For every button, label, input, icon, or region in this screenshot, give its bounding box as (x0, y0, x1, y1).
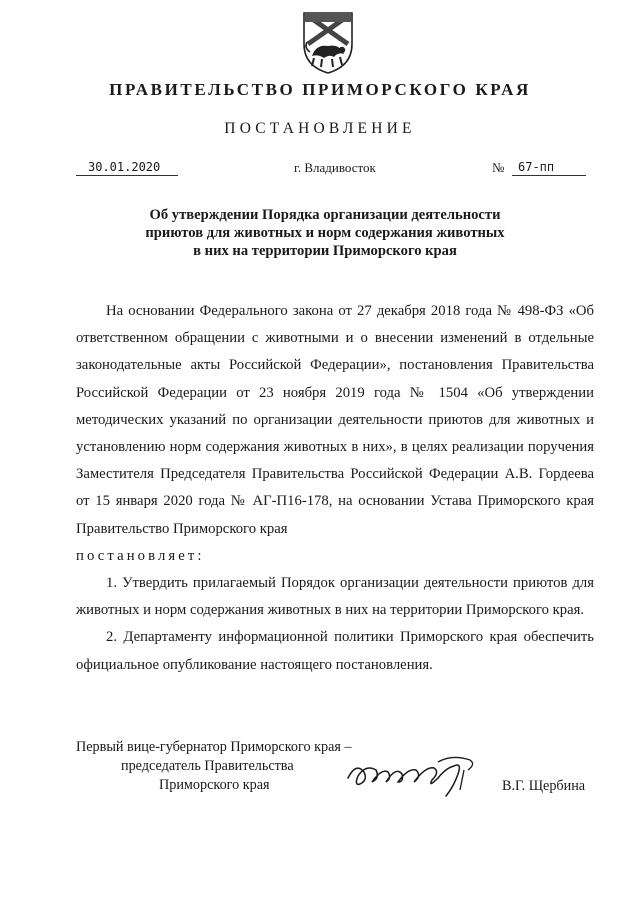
preamble-paragraph: На основании Федерального закона от 27 декабря 2018 года № 498-ФЗ «Об ответственном обращении с животными и о внесении изменений в отдельные законодательные акты Российской Федерации», постановления Правительства Российской Федерации от 23 ноября 2019 года № 1504 «Об утверждении методических указаний по организации деятельности приютов для животных и установлению норм содержания животных в них», в целях реализации поручения Заместителя Председателя Правительства Российской Федерации А.В. Гордеева от 15 января 2020 года № АГ-П16-178, на основании Устава Приморского края Правительство Приморского края (76, 303, 594, 537)
subject-line: в них на территории Приморского края (193, 243, 457, 259)
item-2-paragraph: 2. Департаменту информационной политики Приморского края обеспечить официальное опубликование настоящего постановления. (76, 629, 594, 673)
government-title: ПРАВИТЕЛЬСТВО ПРИМОРСКОГО КРАЯ (109, 80, 531, 99)
signatory-name: В.Г. Щербина (502, 778, 586, 794)
item-1-paragraph: 1. Утвердить прилагаемый Порядок организации деятельности приютов для животных и норм содержания животных в них на территории Приморского края. (76, 575, 594, 619)
position-line: председатель Правительства (121, 758, 294, 774)
subject-line: приютов для животных и норм содержания животных (145, 225, 505, 241)
document-date: 30.01.2020 (76, 160, 178, 176)
position-line: Первый вице-губернатор Приморского края – (76, 739, 352, 755)
resolves-word: постановляет: (76, 547, 205, 564)
document-body (76, 298, 594, 679)
document-kind: ПОСТАНОВЛЕНИЕ (224, 120, 416, 137)
position-line: Приморского края (159, 777, 270, 793)
subject-line: Об утверждении Порядка организации деятельности (149, 207, 501, 223)
handwritten-signature (342, 748, 486, 800)
document-subject (110, 206, 540, 260)
document-number-label: № (492, 160, 505, 175)
document-number: 67-пп (512, 160, 586, 176)
primorsky-coat-of-arms-icon (298, 10, 358, 76)
document-city: г. Владивосток (294, 160, 376, 175)
